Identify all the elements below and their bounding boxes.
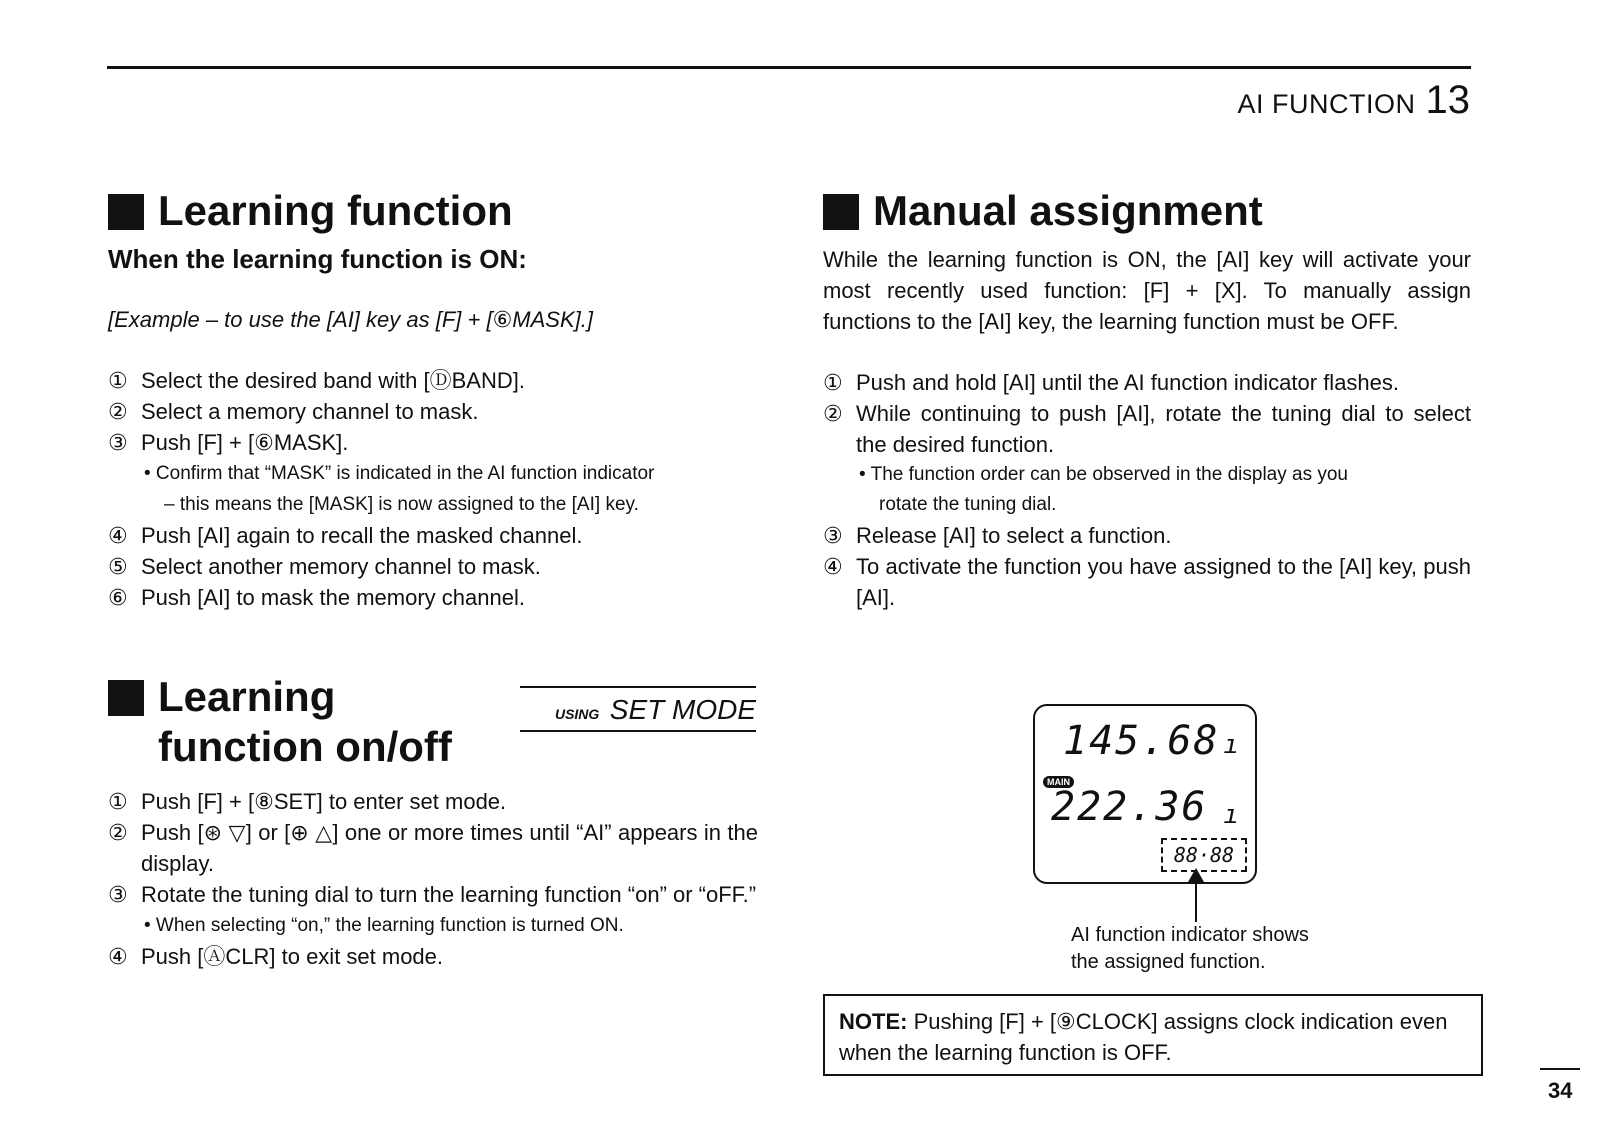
step-item [108,551,758,582]
page-number-rule [1540,1068,1580,1070]
lcd-display-illustration [1033,704,1257,884]
caption-line: AI function indicator shows [1071,924,1309,946]
note-text: Pushing [F] + [⑨CLOCK] assigns clock indication even when the learning function is OFF. [839,1009,1448,1065]
bullet-line: – this means the [MASK] is now assigned to the [AI] key. [164,494,639,515]
step-text: Push [F] + [⑥MASK]. [141,430,349,455]
step-number: ① [823,370,843,395]
step-item [108,520,758,551]
manual-assignment-section [823,186,1471,613]
step-text: Rotate the tuning dial to turn the learning function “on” or “oFF.” [141,882,757,907]
step-text: Push and hold [AI] until the AI function indicator flashes. [856,370,1400,395]
step-number: ① [108,789,128,814]
step-text: Push [ⒶCLR] to exit set mode. [141,944,444,969]
step-number: ④ [108,523,128,548]
step-item [108,365,758,396]
bullet-note [823,460,1471,520]
step-item [823,520,1471,551]
frequency-bottom: 222.36 [1051,784,1208,830]
section-subtitle: When the learning function is ON: [108,244,527,274]
step-list [823,367,1471,613]
step-number: ③ [108,430,128,455]
bullet-line: rotate the tuning dial. [879,494,1057,515]
step-item [108,879,758,910]
step-number: ⑥ [108,585,128,610]
note-label: NOTE: [839,1009,908,1034]
step-text: Select the desired band with [ⒹBAND]. [141,368,525,393]
caption-line: the assigned function. [1071,951,1266,973]
example-text: [Example – to use the [AI] key as [F] + [⑥MASK].] [108,307,593,332]
main-badge: MAIN [1043,776,1074,788]
step-list [108,365,758,613]
bullet-note: • When selecting “on,” the learning function is turned ON. [144,915,624,936]
step-text: Push [F] + [⑧SET] to enter set mode. [141,789,507,814]
chapter-number: 13 [1425,78,1470,122]
mode-small-label: USING [554,706,600,722]
step-text: Push [AI] again to recall the masked channel. [141,523,583,548]
chapter-header [1238,78,1471,123]
step-text: Release [AI] to select a function. [856,523,1172,548]
bullet-note [108,458,758,520]
section-title-line1: Learning [158,673,336,720]
step-text: Select another memory channel to mask. [141,554,541,579]
step-text: Select a memory channel to mask. [141,399,479,424]
segment-tick-icon: ı [1223,800,1239,830]
bullet-line: • Confirm that “MASK” is indicated in the AI function indicator [144,463,655,484]
step-number: ② [823,401,843,426]
step-list [108,786,758,972]
step-item [823,398,1471,460]
step-item [108,941,758,972]
step-item [823,367,1471,398]
section-title: Manual assignment [873,187,1263,234]
bullet-line: • The function order can be observed in the display as you [859,464,1348,485]
section-heading [108,186,758,236]
section-title: Learning function [158,187,513,234]
step-text: To activate the function you have assigned to the [AI] key, push [AI]. [856,554,1471,610]
section-heading [108,672,758,772]
step-item [108,396,758,427]
learning-onoff-section [108,672,758,972]
top-rule [107,66,1471,69]
step-item [108,582,758,613]
arrow-line [1195,872,1197,922]
step-number: ③ [108,882,128,907]
step-text: Push [⊛ ▽] or [⊕ △] one or more times until “AI” appears in the display. [141,820,758,876]
step-number: ② [108,399,128,424]
step-text: While continuing to push [AI], rotate the tuning dial to select the desired function. [856,401,1471,457]
step-number: ① [108,368,128,393]
step-item [108,786,758,817]
step-item [108,427,758,458]
step-number: ② [108,820,128,845]
note-box [823,994,1483,1076]
step-item [108,817,758,879]
frequency-top: 145.68 [1063,718,1220,764]
step-number: ③ [823,523,843,548]
learning-function-section [108,186,758,613]
mode-big-label: SET MODE [609,694,756,725]
square-bullet-icon [823,194,859,230]
page-number: 34 [1548,1078,1573,1103]
section-title-line2: function on/off [158,723,452,770]
section-heading [823,186,1471,236]
step-number: ⑤ [108,554,128,579]
ai-function-indicator: 88·88 [1161,838,1247,872]
square-bullet-icon [108,680,144,716]
step-number: ④ [823,554,843,579]
intro-paragraph: While the learning function is ON, the [AI] key will activate your most recently used function: [F] + [X]. To manually assign functions to the [AI] key, the learning function must be OFF. [823,247,1471,334]
square-bullet-icon [108,194,144,230]
lcd-caption [1071,922,1309,976]
segment-tick-icon: ı [1223,730,1239,760]
step-item [823,551,1471,613]
chapter-title: AI FUNCTION [1237,89,1416,119]
step-text: Push [AI] to mask the memory channel. [141,585,525,610]
step-number: ④ [108,944,128,969]
